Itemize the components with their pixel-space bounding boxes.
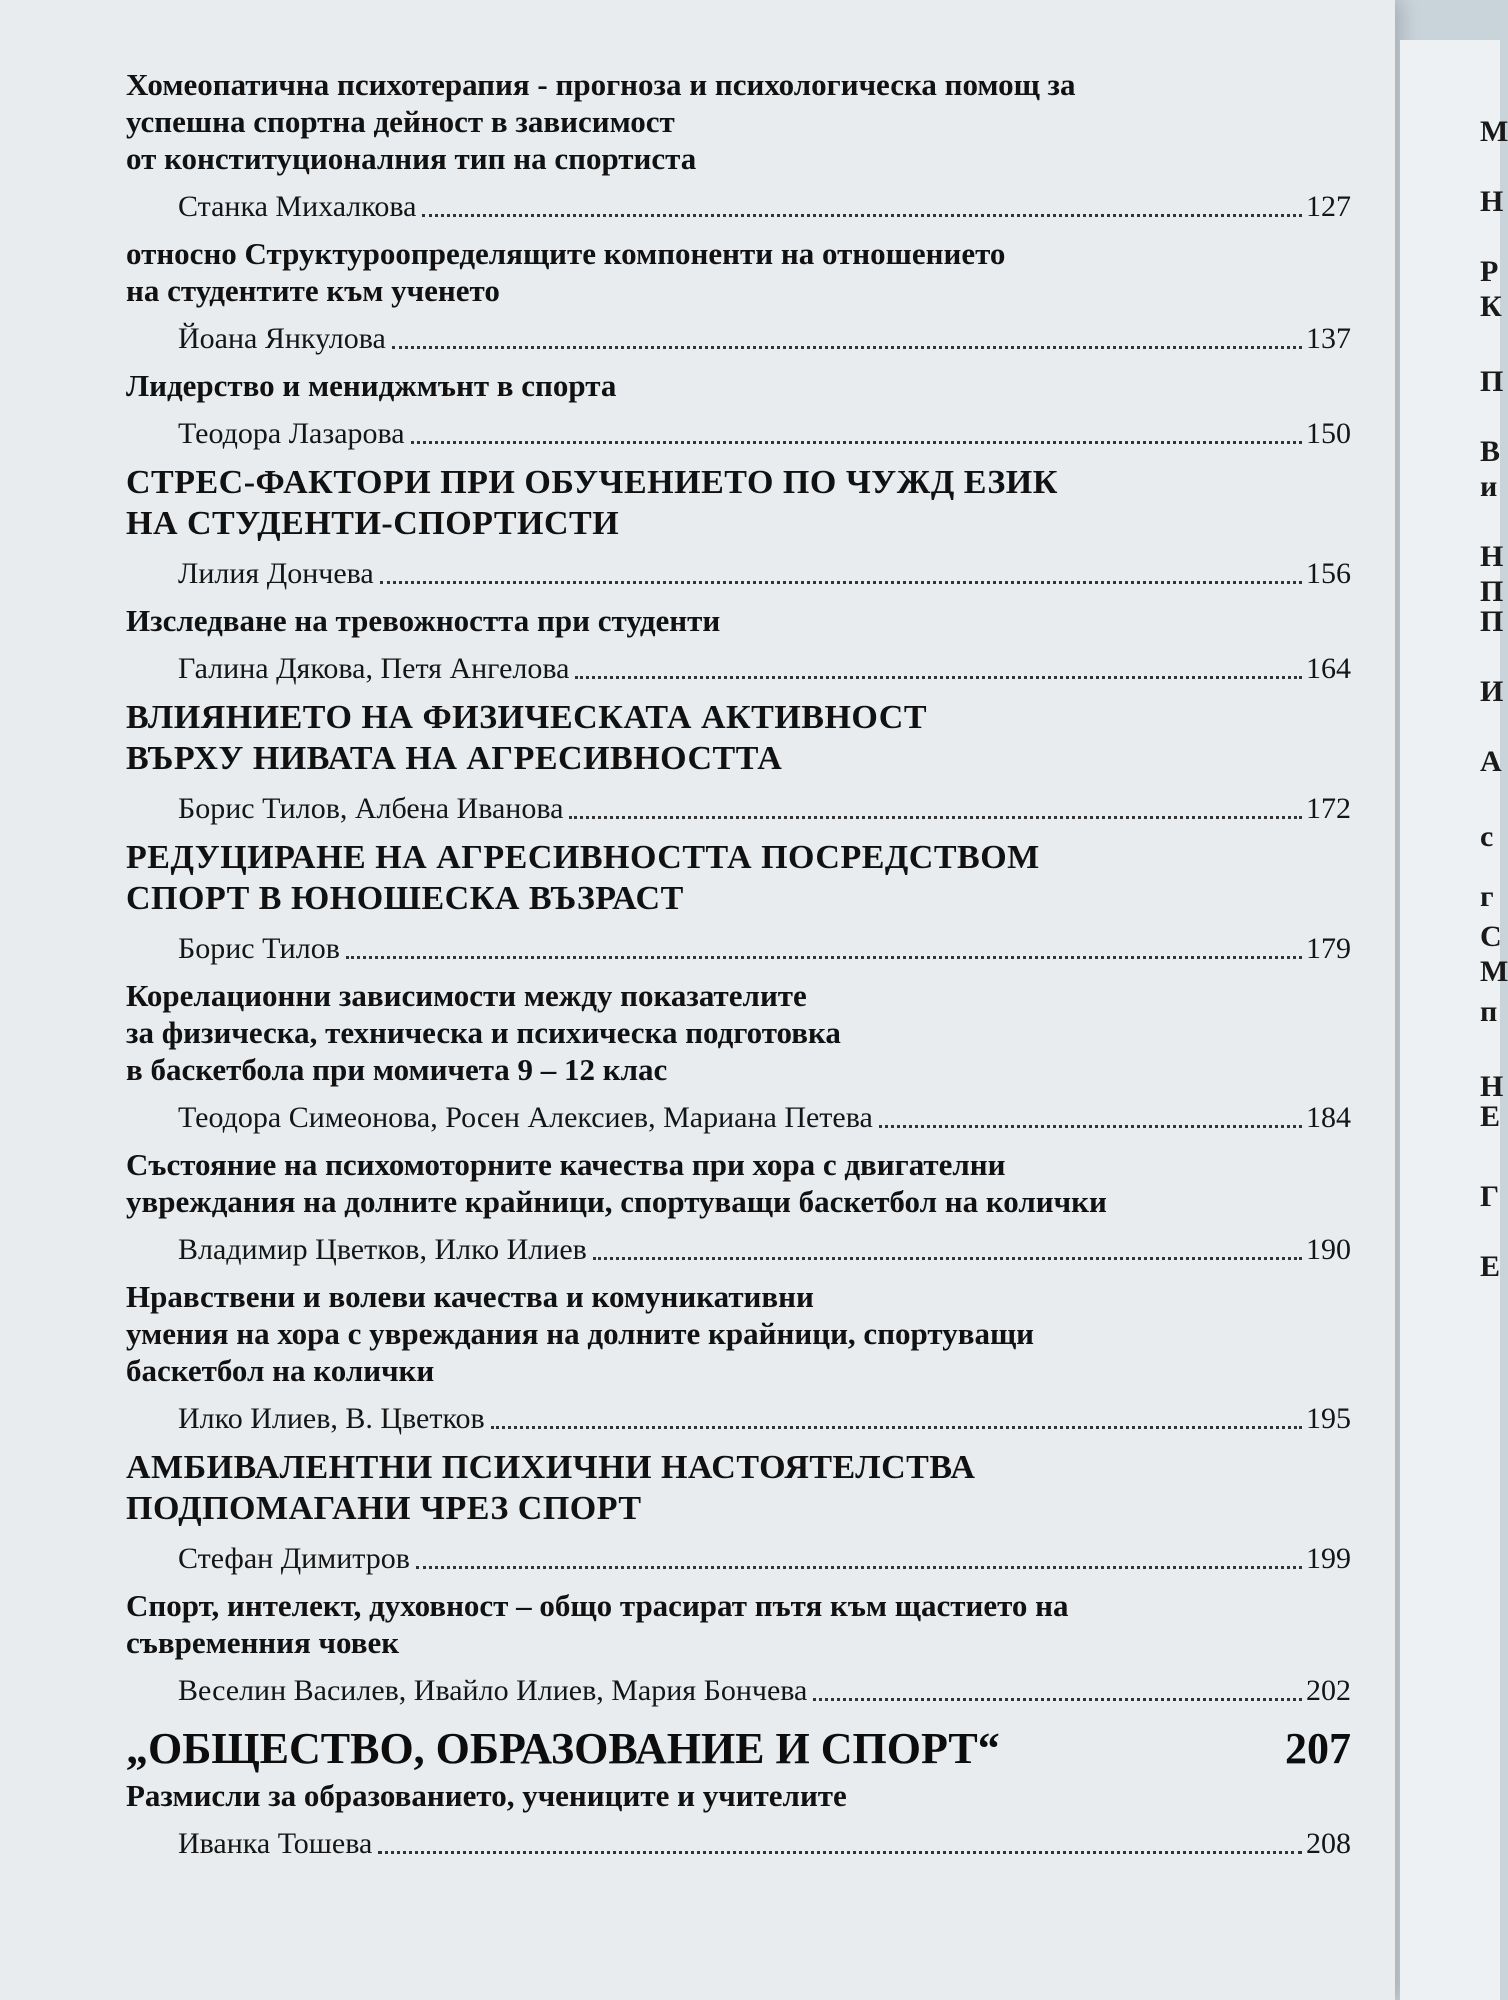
dot-leader <box>346 955 1302 959</box>
entry-author-row <box>126 919 1351 967</box>
entry-page-number: 127 <box>1306 190 1351 223</box>
dot-leader <box>416 1565 1302 1569</box>
entry-page-number: 190 <box>1306 1233 1351 1266</box>
entry-author-row <box>126 309 1351 357</box>
adjacent-page-letter: Г <box>1480 1180 1500 1213</box>
entry-title-line: ВЪРХУ НИВАТА НА АГРЕСИВНОСТТА <box>126 740 783 777</box>
dot-leader <box>593 1256 1302 1260</box>
entry-page-number: 172 <box>1306 792 1351 825</box>
entry-page-number: 164 <box>1306 652 1351 685</box>
adjacent-page-letter: Н <box>1480 540 1504 573</box>
toc-entry <box>126 367 1351 452</box>
entry-title-line: умения на хора с увреждания на долните крайници, спортуващи <box>126 1316 1034 1351</box>
entry-page-number: 202 <box>1306 1674 1351 1707</box>
dot-leader <box>879 1124 1302 1128</box>
entry-author-row <box>126 404 1351 452</box>
dot-leader <box>392 345 1302 349</box>
entry-author-row <box>126 1529 1351 1577</box>
entry-title-line: в баскетбола при момичета 9 – 12 клас <box>126 1052 668 1087</box>
toc-entry <box>126 1447 1351 1577</box>
entry-title-line: на студентите към ученето <box>126 273 500 308</box>
entry-author: Теодора Лазарова <box>178 417 405 450</box>
entry-title-line: АМБИВАЛЕНТНИ ПСИХИЧНИ НАСТОЯТЕЛСТВА <box>126 1449 976 1486</box>
entry-title-line: ВЛИЯНИЕТО НА ФИЗИЧЕСКАТА АКТИВНОСТ <box>126 699 927 736</box>
entry-title-line: за физическа, техническа и психическа подготовка <box>126 1015 841 1050</box>
adjacent-page-letter: Е <box>1480 1250 1501 1283</box>
adjacent-page-letter: В <box>1480 435 1501 468</box>
entry-title-line: съвременния човек <box>126 1625 400 1660</box>
adjacent-page-letter: Е <box>1480 1100 1501 1133</box>
entry-page-number: 156 <box>1306 557 1351 590</box>
adjacent-page-letter: и <box>1480 470 1498 503</box>
entry-page-number: 150 <box>1306 417 1351 450</box>
entry-author: Стефан Димитров <box>178 1542 410 1575</box>
entry-author: Борис Тилов <box>178 932 340 965</box>
entry-author-row <box>126 544 1351 592</box>
dot-leader <box>411 440 1302 444</box>
entry-author-row <box>126 1661 1351 1709</box>
entry-title-line: ПОДПОМАГАНИ ЧРЕЗ СПОРТ <box>126 1490 642 1527</box>
dot-leader <box>380 580 1302 584</box>
toc-entry <box>126 462 1351 592</box>
entry-title-line: относно Структуроопределящите компоненти на отношението <box>126 236 1006 271</box>
table-of-contents <box>126 66 1351 1872</box>
entry-title-line: СТРЕС-ФАКТОРИ ПРИ ОБУЧЕНИЕТО ПО ЧУЖД ЕЗИК <box>126 464 1058 501</box>
entry-author: Галина Дякова, Петя Ангелова <box>178 652 570 685</box>
adjacent-page-letter: с <box>1480 820 1494 853</box>
dot-leader <box>813 1697 1302 1701</box>
section-page-number: 207 <box>1285 1724 1351 1773</box>
entry-author-row <box>126 1389 1351 1437</box>
entry-title-line: Нравствени и волеви качества и комуникативни <box>126 1279 814 1314</box>
entry-author-row <box>126 1220 1351 1268</box>
dot-leader <box>422 213 1302 217</box>
dot-leader <box>378 1850 1302 1854</box>
entry-author: Веселин Василев, Ивайло Илиев, Мария Бончева <box>178 1674 808 1707</box>
entry-page-number: 208 <box>1306 1827 1351 1860</box>
adjacent-page-letter: П <box>1480 575 1504 608</box>
adjacent-page-letter: Н <box>1480 185 1504 218</box>
entry-author: Лилия Дончева <box>178 557 374 590</box>
adjacent-page-edge <box>1400 40 1508 2000</box>
adjacent-page-letter: И <box>1480 675 1504 708</box>
section-title: „ОБЩЕСТВО, ОБРАЗОВАНИЕ И СПОРТ“ <box>126 1724 1000 1773</box>
entry-author-row <box>126 639 1351 687</box>
toc-entry <box>126 837 1351 967</box>
entry-title-line: Изследване на тревожността при студенти <box>126 603 721 638</box>
entry-page-number: 199 <box>1306 1542 1351 1575</box>
entry-title-line: Състояние на психомоторните качества при хора с двигателни <box>126 1147 1006 1182</box>
toc-entry <box>126 1587 1351 1709</box>
entry-page-number: 195 <box>1306 1402 1351 1435</box>
entry-author: Теодора Симеонова, Росен Алексиев, Мариана Петева <box>178 1101 873 1134</box>
toc-entry <box>126 602 1351 687</box>
entry-title-line: Лидерство и мениджмънт в спорта <box>126 368 617 403</box>
toc-entry <box>126 697 1351 827</box>
entry-author: Илко Илиев, В. Цветков <box>178 1402 485 1435</box>
entry-title-line: от конституционалния тип на спортиста <box>126 141 697 176</box>
entry-page-number: 184 <box>1306 1101 1351 1134</box>
adjacent-page-letter: С <box>1480 920 1502 953</box>
adjacent-page-letter: К <box>1480 290 1502 323</box>
toc-entry <box>126 66 1351 225</box>
dot-leader <box>491 1425 1302 1429</box>
entry-title-line: СПОРТ В ЮНОШЕСКА ВЪЗРАСТ <box>126 880 684 917</box>
adjacent-page-letter: М <box>1480 115 1508 148</box>
entry-author-row <box>126 1088 1351 1136</box>
adjacent-page-letter: А <box>1480 745 1502 778</box>
entry-author: Владимир Цветков, Илко Илиев <box>178 1233 587 1266</box>
adjacent-page-letter: М <box>1480 955 1508 988</box>
entry-title-line: Корелационни зависимости между показателите <box>126 978 807 1013</box>
adjacent-page-letter: П <box>1480 605 1504 638</box>
adjacent-page-letter: п <box>1480 995 1498 1028</box>
entry-title-line: баскетбол на колички <box>126 1353 435 1388</box>
adjacent-page-letter: г <box>1480 880 1494 913</box>
entry-author: Иванка Тошева <box>178 1827 373 1860</box>
entry-author: Йоана Янкулова <box>178 322 386 355</box>
adjacent-page-letter: П <box>1480 365 1504 398</box>
toc-entry <box>126 235 1351 357</box>
toc-entry <box>126 1278 1351 1437</box>
dot-leader <box>575 675 1302 679</box>
section-heading <box>126 1723 1351 1775</box>
entry-page-number: 137 <box>1306 322 1351 355</box>
entry-title-line: НА СТУДЕНТИ-СПОРТИСТИ <box>126 505 620 542</box>
entry-author-row <box>126 1814 1351 1862</box>
entry-author: Борис Тилов, Албена Иванова <box>178 792 564 825</box>
entry-title-line: успешна спортна дейност в зависимост <box>126 104 675 139</box>
adjacent-page-letter: Р <box>1480 255 1499 288</box>
entry-author-row <box>126 779 1351 827</box>
toc-entry <box>126 977 1351 1136</box>
entry-author-row <box>126 177 1351 225</box>
entry-author: Станка Михалкова <box>178 190 417 223</box>
entry-title-line: Спорт, интелект, духовност – общо трасират пътя към щастието на <box>126 1588 1069 1623</box>
dot-leader <box>569 815 1302 819</box>
entry-title-line: увреждания на долните крайници, спортуващи баскетбол на колички <box>126 1184 1107 1219</box>
adjacent-page-letter: Н <box>1480 1070 1504 1103</box>
entry-title-line: Хомеопатична психотерапия - прогноза и психологическа помощ за <box>126 67 1076 102</box>
toc-entry <box>126 1146 1351 1268</box>
toc-entry <box>126 1777 1351 1862</box>
entry-title-line: Размисли за образованието, учениците и учителите <box>126 1778 847 1813</box>
entry-title-line: РЕДУЦИРАНЕ НА АГРЕСИВНОСТТА ПОСРЕДСТВОМ <box>126 839 1040 876</box>
entry-page-number: 179 <box>1306 932 1351 965</box>
